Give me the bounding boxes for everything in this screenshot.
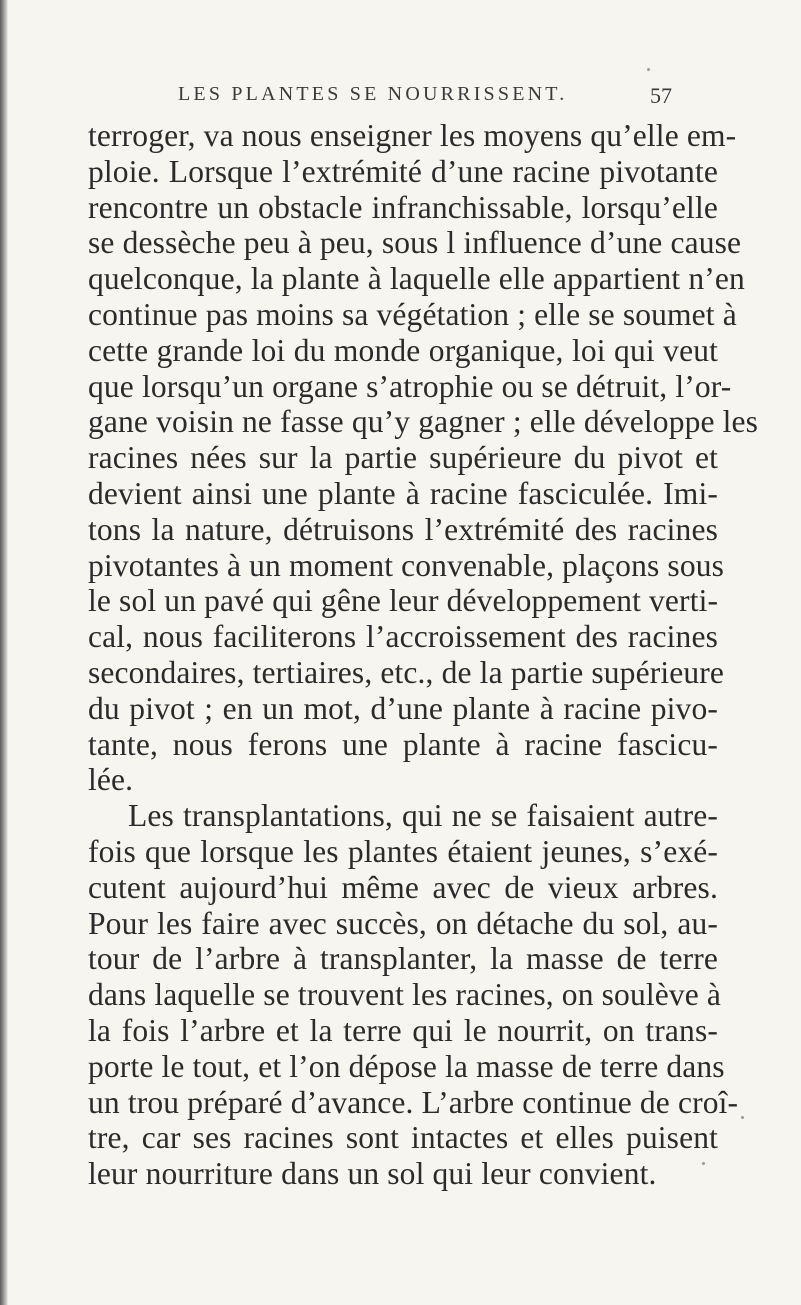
ink-speck [702,1162,705,1165]
text-line: cette grande loi du monde organique, loi qui veut [88,332,718,368]
text-line: racines nées sur la partie supérieure du pivot et [88,440,718,476]
text-line: un trou préparé d’avance. L’arbre continue de croî- [88,1084,739,1120]
body-text [88,118,759,1192]
text-line: tour de l’arbre à transplanter, la masse de terre [88,941,718,977]
text-line: le sol un pavé qui gêne leur développement verti- [88,583,719,619]
text-line: tante, nous ferons une plante à racine fascicu- [88,726,718,762]
text-line: fois que lorsque les plantes étaient jeunes, s’exé- [88,833,718,869]
text-line: du pivot ; en un mot, d’une plante à racine pivo- [88,690,718,726]
ink-speck [647,68,650,71]
paragraph-1 [88,118,759,798]
text-line: tre, car ses racines sont intactes et elles puisent [88,1120,718,1156]
text-line: ploie. Lorsque l’extrémité d’une racine pivotante [88,153,718,189]
text-line: leur nourriture dans un sol qui leur convient. [88,1156,657,1192]
text-line: lée. [88,762,134,798]
text-line: dans laquelle se trouvent les racines, on soulève à [88,977,722,1013]
text-line: Pour les faire avec succès, on détache du sol, au- [88,905,718,941]
text-line: rencontre un obstacle infranchissable, lorsqu’elle [88,189,718,225]
text-line: tons la nature, détruisons l’extrémité des racines [88,511,718,547]
page-number: 57 [650,83,672,108]
text-line: pivotantes à un moment convenable, plaçons sous [88,547,725,583]
text-line: porte le tout, et l’on dépose la masse de terre dans [88,1048,725,1084]
text-line: cal, nous faciliterons l’accroissement des racines [88,619,718,655]
paragraph-2 [88,798,739,1192]
running-header-title: LES PLANTES SE NOURRISSENT. [178,83,568,105]
text-line: se dessèche peu à peu, sous l influence d’une cause [88,225,742,261]
text-line: continue pas moins sa végétation ; elle se soumet à [88,296,737,332]
page-binding-edge [0,0,8,1305]
text-line: cutent aujourd’hui même avec de vieux arbres. [88,869,718,905]
text-line: que lorsqu’un organe s’atrophie ou se détruit, l’or- [88,368,732,404]
text-line: quelconque, la plante à laquelle elle appartient n’en [88,261,745,297]
text-line: secondaires, tertiaires, etc., de la partie supérieure [88,654,725,690]
text-line: gane voisin ne fasse qu’y gagner ; elle développe les [88,404,759,440]
text-line: Les transplantations, qui ne se faisaient autre- [128,798,718,834]
text-line: terroger, va nous enseigner les moyens qu’elle em- [88,118,737,153]
ink-speck [741,1116,744,1119]
text-line: la fois l’arbre et la terre qui le nourrit, on trans- [88,1012,718,1048]
text-line: devient ainsi une plante à racine fasciculée. Imi- [88,475,718,511]
